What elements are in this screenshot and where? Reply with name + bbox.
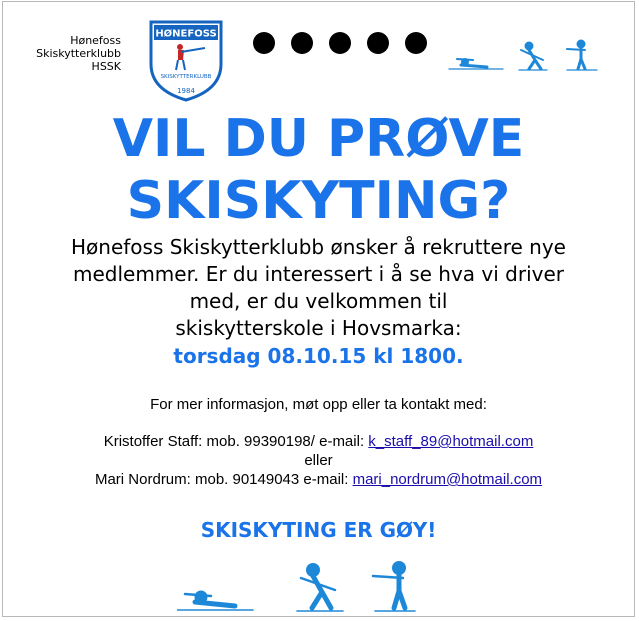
prone-shooter-icon <box>177 592 253 610</box>
contact-mari-text: Mari Nordrum: mob. 90149043 e-mail: <box>94 471 353 488</box>
poster <box>2 1 635 617</box>
dot-5 <box>405 32 427 54</box>
dot-row <box>253 32 427 54</box>
event-date: torsdag 08.10.15 kl 1800. <box>173 344 464 368</box>
intro-line-4: skiskytterskole i Hovsmarka: <box>175 316 462 340</box>
email-link-mari[interactable]: mari_nordrum@hotmail.com <box>352 471 543 488</box>
club-logo-icon <box>147 18 225 102</box>
standing-shooter-icon <box>373 563 415 612</box>
contact-kristoffer-text: Kristoffer Staff: mob. 99390198/ e-mail: <box>103 433 369 450</box>
prone-shooter-icon <box>449 59 503 69</box>
contact-kristoffer <box>3 432 634 451</box>
contact-block <box>3 432 634 489</box>
club-line-1: Hønefoss <box>70 34 121 47</box>
headline <box>3 108 634 232</box>
skier-icon <box>297 565 343 612</box>
top-figures <box>443 38 603 74</box>
logo-middle-text: SKISKYTTERKLUBB <box>160 74 212 80</box>
intro-text <box>3 234 634 342</box>
logo-top-text: HØNEFOSS <box>155 28 217 40</box>
club-name <box>23 34 121 73</box>
intro-line-2: medlemmer. Er du interessert i å se hva vi driver <box>72 262 564 286</box>
email-link-kristoffer[interactable]: k_staff_89@hotmail.com <box>368 433 534 450</box>
headline-line-1: VIL DU PRØVE <box>112 109 525 169</box>
slogan: SKISKYTING ER GØY! <box>200 518 437 542</box>
info-line: For mer informasjon, møt opp eller ta kontakt med: <box>150 396 487 413</box>
dot-1 <box>253 32 275 54</box>
club-line-2: Skiskytterklubb <box>36 47 121 60</box>
bottom-figures <box>177 560 417 616</box>
skier-icon <box>519 43 547 71</box>
contact-mari <box>3 470 634 489</box>
logo-year: 1984 <box>177 87 195 95</box>
dot-3 <box>329 32 351 54</box>
intro-line-3: med, er du velkommen til <box>189 289 448 313</box>
club-line-3: HSSK <box>91 60 121 73</box>
contact-separator: eller <box>304 452 333 469</box>
headline-line-2: SKISKYTING? <box>126 171 511 231</box>
dot-2 <box>291 32 313 54</box>
dot-4 <box>367 32 389 54</box>
intro-line-1: Hønefoss Skiskytterklubb ønsker å rekruttere nye <box>71 235 566 259</box>
standing-shooter-icon <box>567 41 597 71</box>
